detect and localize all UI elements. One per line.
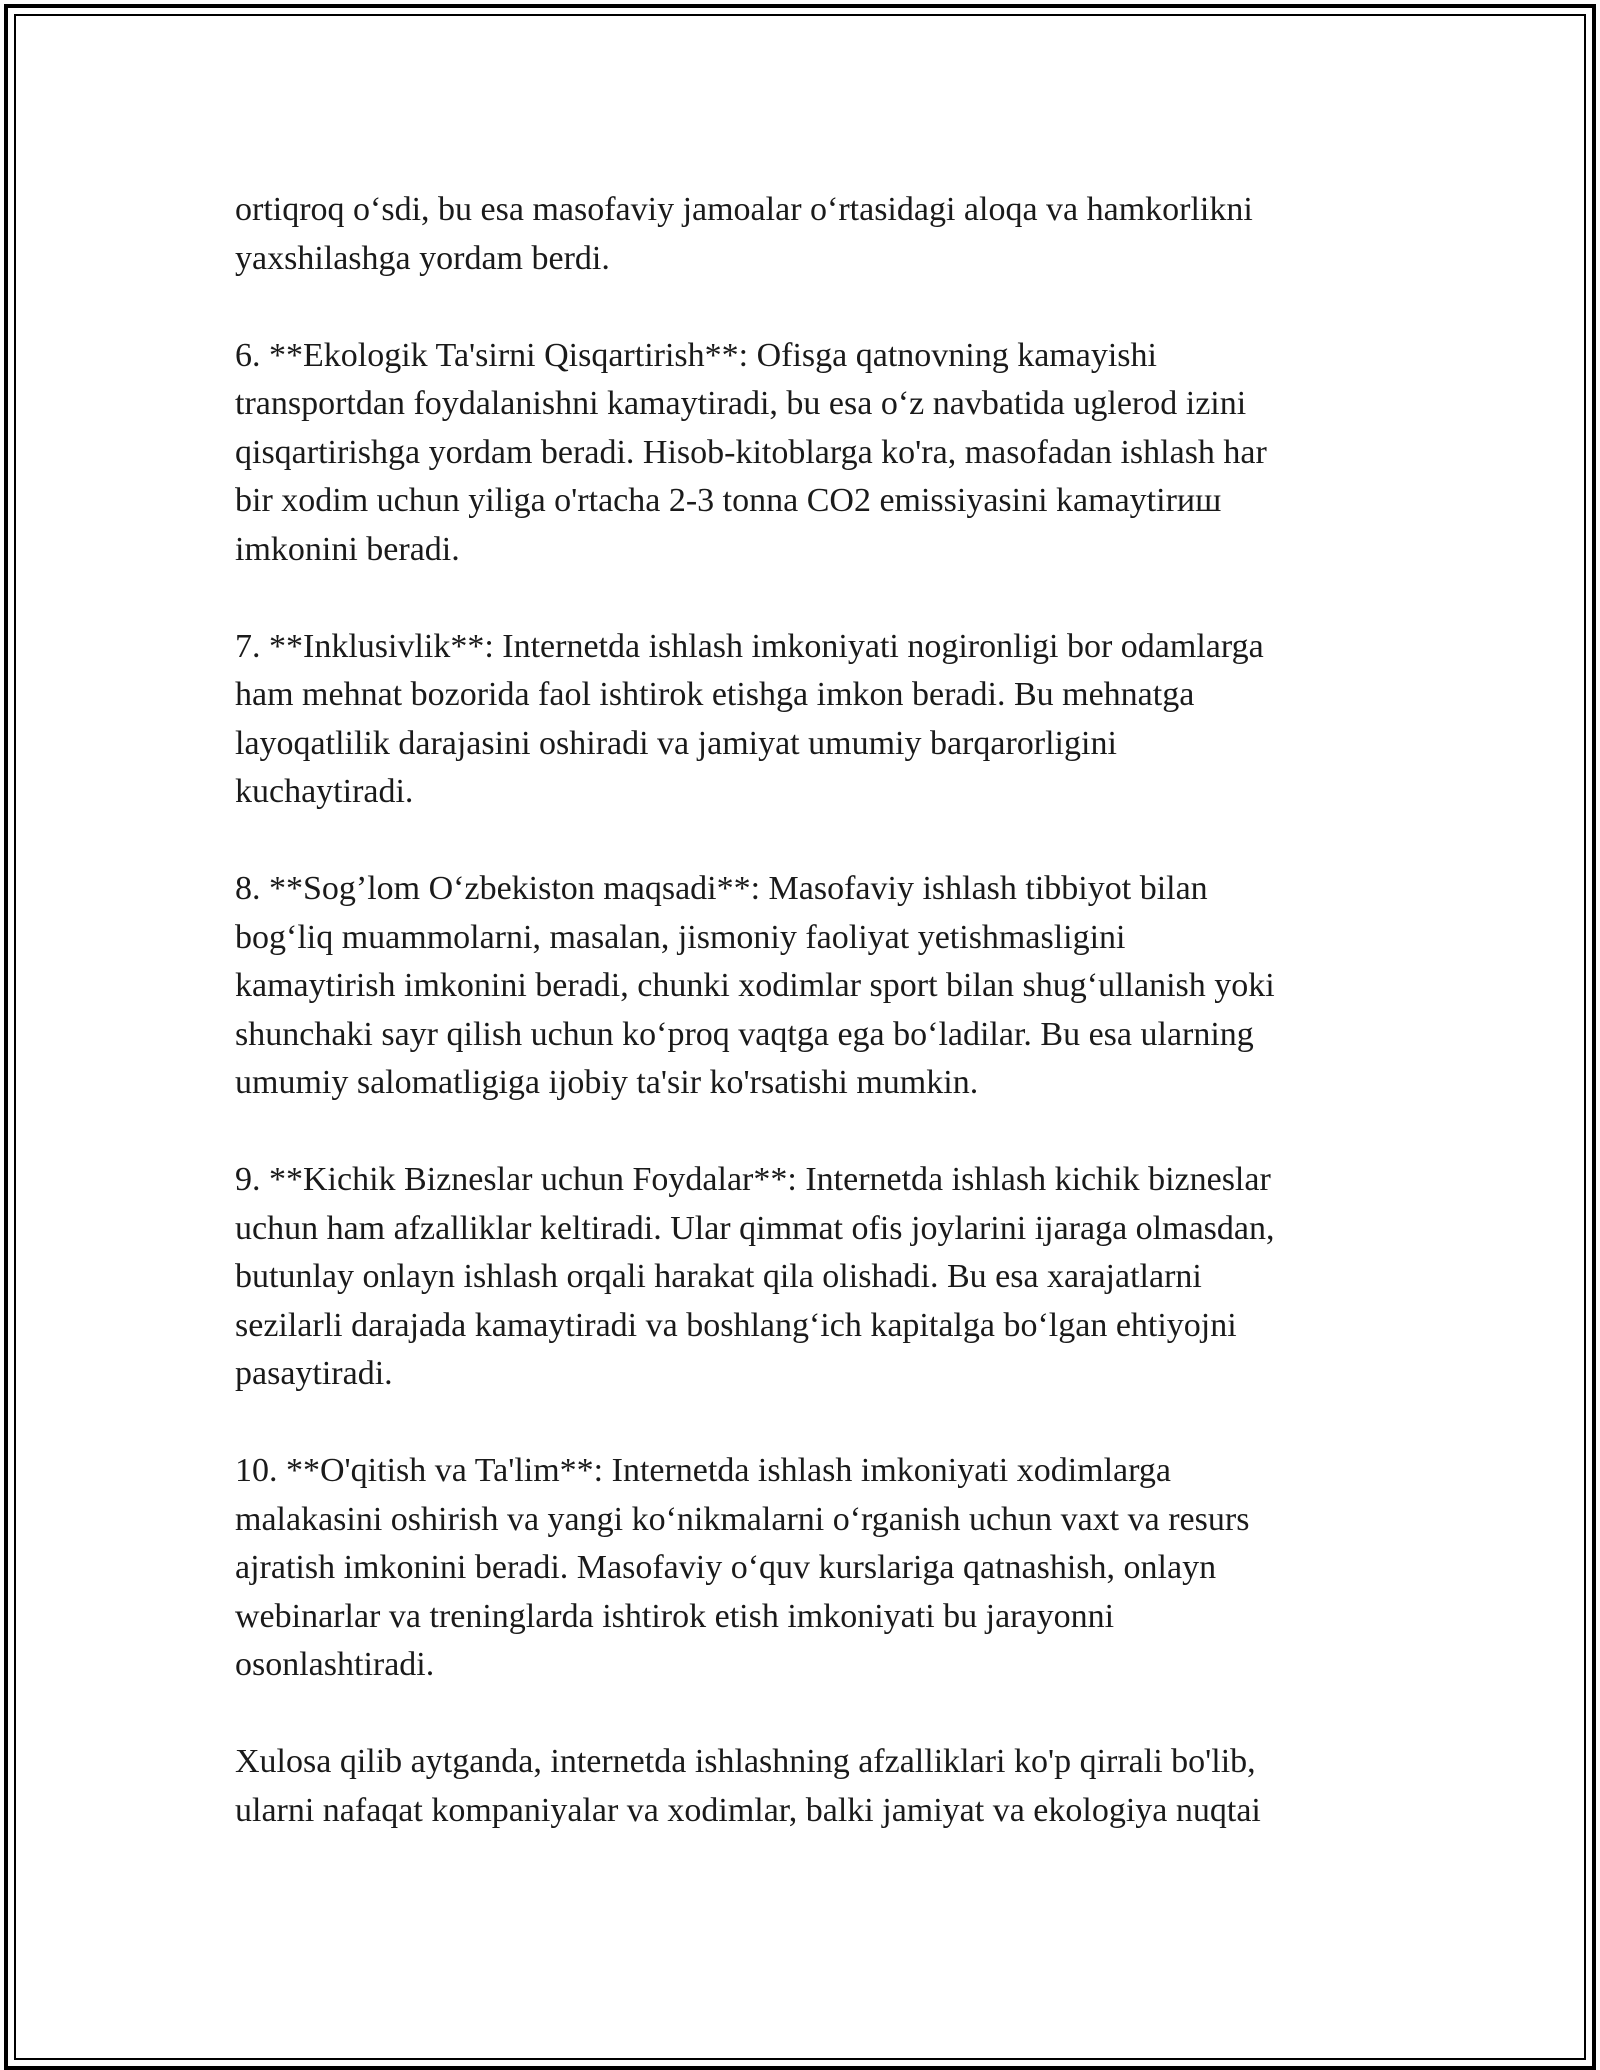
text-line: ortiqroq o‘sdi, bu esa masofaviy jamoalar o‘rtasidagi aloqa va hamkorlikni <box>235 191 1253 228</box>
text-line: shunchaki sayr qilish uchun ko‘proq vaqtga ega bo‘ladilar. Bu esa ularning <box>235 1015 1254 1053</box>
text-line: kamaytirish imkonini beradi, chunki xodimlar sport bilan shug‘ullanish yoki <box>235 967 1275 1004</box>
paragraph-item-10 <box>235 1447 1385 1690</box>
text-line: osonlashtiradi. <box>235 1646 435 1683</box>
paragraph-item-6 <box>235 332 1385 575</box>
text-line: ajratish imkonini beradi. Masofaviy o‘quv kurslariga qatnashish, onlayn <box>235 1549 1217 1586</box>
paragraph-continuation <box>235 186 1385 283</box>
text-line: malakasini oshirish va yangi ko‘nikmalarni o‘rganish uchun vaxt va resurs <box>235 1500 1250 1538</box>
text-line: transportdan foydalanishni kamaytiradi, bu esa o‘z navbatida uglerod izini <box>235 385 1247 422</box>
text-line: 9. **Kichik Bizneslar uchun Foydalar**: Internetda ishlash kichik bizneslar <box>235 1161 1271 1198</box>
text-line: uchun ham afzalliklar keltiradi. Ular qimmat ofis joylarini ijaraga olmasdan, <box>235 1209 1275 1247</box>
text-line: 8. **Sog’lom O‘zbekiston maqsadi**: Masofaviy ishlash tibbiyot bilan <box>235 870 1208 907</box>
text-line: bir xodim uchun yiliga o'rtacha 2-3 tonna CO2 emissiyasini kamaytirиш <box>235 482 1222 519</box>
text-line: layoqatlilik darajasini oshiradi va jamiyat umumiy barqarorligini <box>235 724 1117 762</box>
text-line: 10. **O'qitish va Ta'lim**: Internetda ishlash imkoniyati xodimlarga <box>235 1452 1171 1489</box>
text-line: umumiy salomatligiga ijobiy ta'sir ko'rsatishi mumkin. <box>235 1064 979 1101</box>
text-line: Xulosa qilib aytganda, internetda ishlashning afzalliklari ko'p qirrali bo'lib, <box>235 1743 1256 1780</box>
text-line: kuchaytiradi. <box>235 773 414 810</box>
text-line: imkonini beradi. <box>235 530 460 568</box>
paragraph-item-7 <box>235 623 1385 817</box>
text-line: webinarlar va treninglarda ishtirok etish imkoniyati bu jarayonni <box>235 1597 1115 1635</box>
text-line: sezilarli darajada kamaytiradi va boshlang‘ich kapitalga bo‘lgan ehtiyojni <box>235 1306 1237 1344</box>
text-line: ularni nafaqat kompaniyalar va xodimlar, balki jamiyat va ekologiya nuqtai <box>235 1791 1261 1829</box>
paragraph-conclusion <box>235 1738 1385 1835</box>
paragraph-item-8 <box>235 865 1385 1108</box>
text-line: pasaytiradi. <box>235 1355 393 1392</box>
text-line: butunlay onlayn ishlash orqali harakat qila olishadi. Bu esa xarajatlarni <box>235 1258 1202 1295</box>
text-line: bog‘liq muammolarni, masalan, jismoniy faoliyat yetishmasligini <box>235 918 1126 956</box>
text-line: ham mehnat bozorida faol ishtirok etishga imkon beradi. Bu mehnatga <box>235 676 1195 713</box>
paragraph-item-9 <box>235 1156 1385 1399</box>
text-line: 6. **Ekologik Ta'sirni Qisqartirish**: Ofisga qatnovning kamayishi <box>235 336 1157 374</box>
text-line: yaxshilashga yordam berdi. <box>235 239 610 277</box>
text-line: qisqartirishga yordam beradi. Hisob-kitoblarga ko'ra, masofadan ishlash har <box>235 433 1267 471</box>
text-line: 7. **Inklusivlik**: Internetda ishlash imkoniyati nogironligi bor odamlarga <box>235 627 1264 665</box>
document-body <box>235 186 1385 1884</box>
